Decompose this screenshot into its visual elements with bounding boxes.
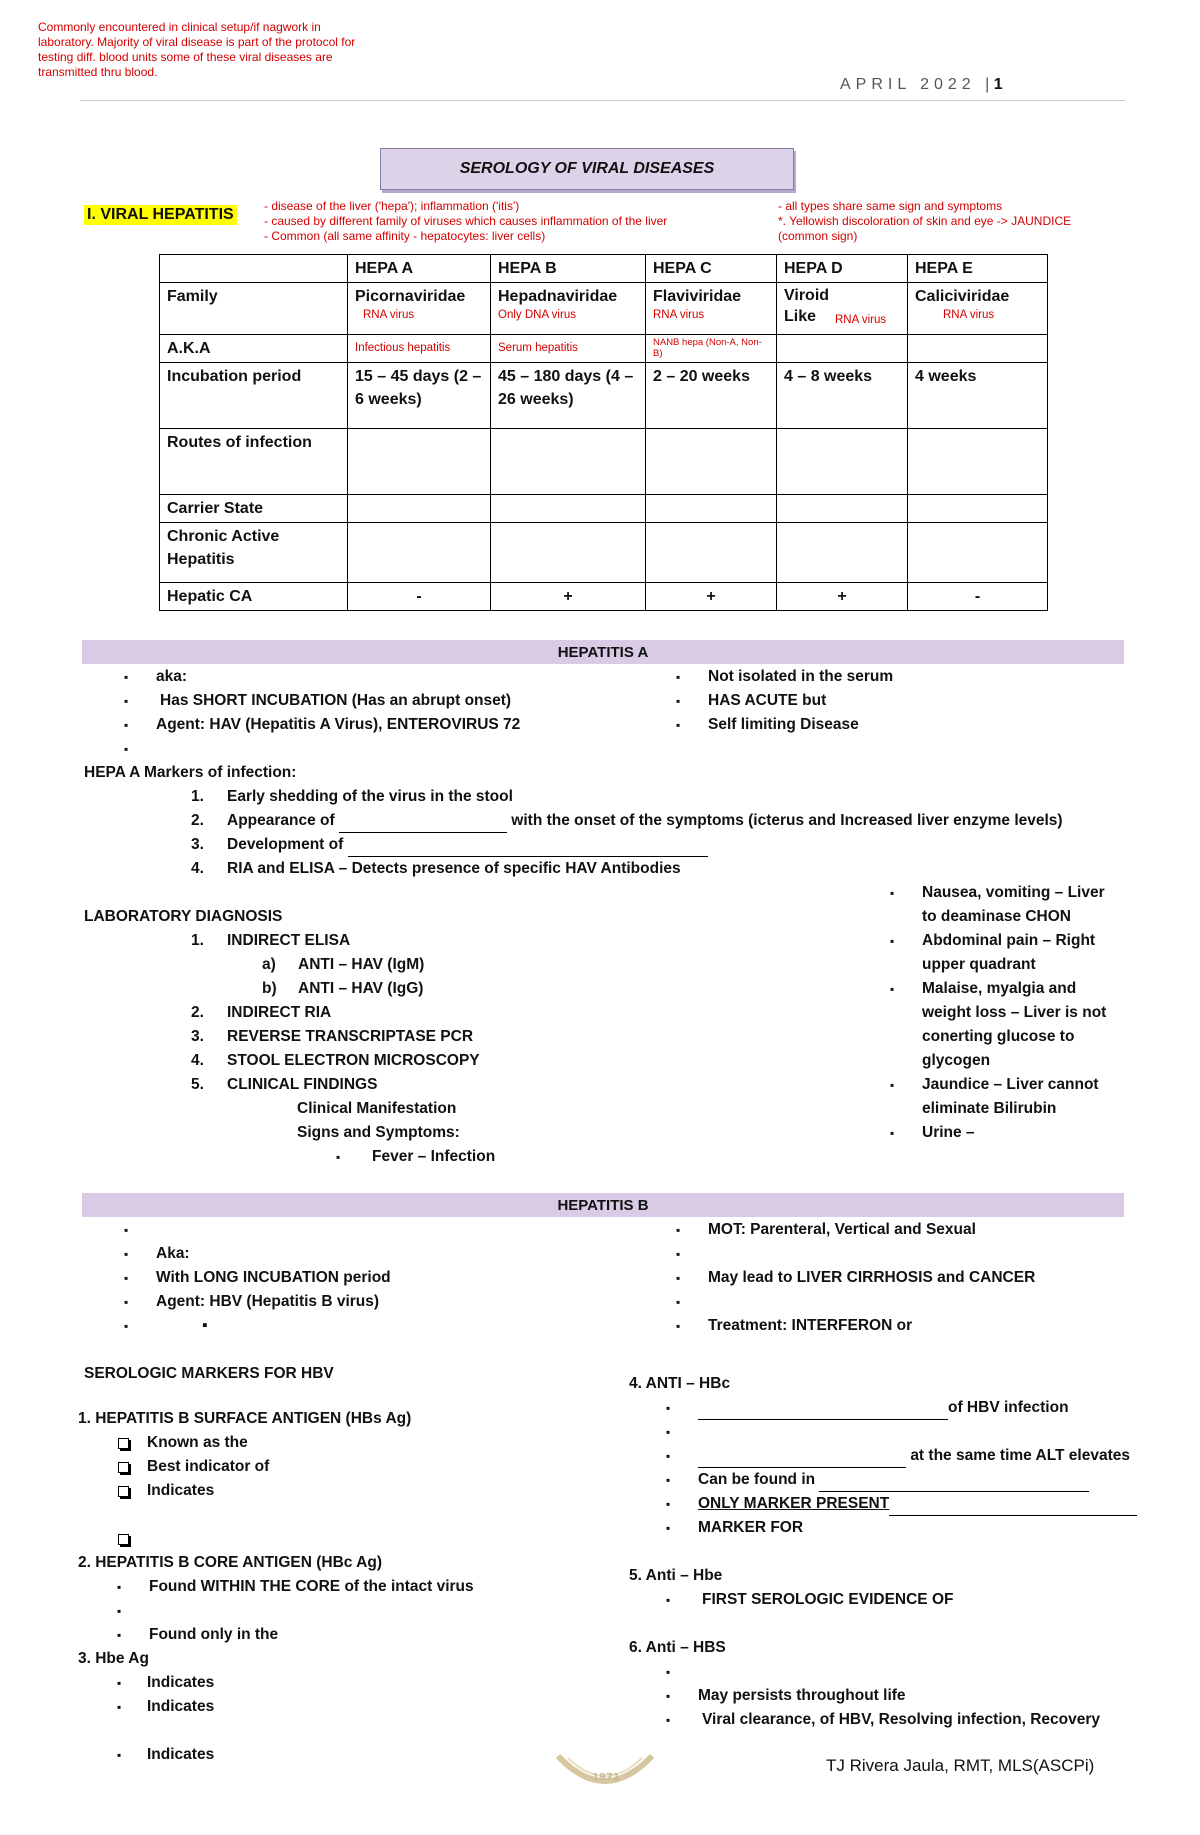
list-item: ▪ FIRST SEROLOGIC EVIDENCE OF bbox=[660, 1588, 1110, 1612]
lab-item: 4. STOOL ELECTRON MICROSCOPY bbox=[191, 1052, 480, 1069]
list-item: ▪ May persists throughout life bbox=[660, 1684, 1140, 1708]
family-value: Viroid Like bbox=[784, 287, 830, 325]
list-item: ▪ Found WITHIN THE CORE of the intact virus bbox=[111, 1575, 611, 1599]
section-title-viral-hepatitis: I. VIRAL HEPATITIS bbox=[84, 205, 237, 225]
list-item bbox=[191, 857, 1131, 881]
table-cell bbox=[646, 283, 777, 335]
table-cell: - bbox=[908, 583, 1048, 611]
checklist-item: Best indicator of bbox=[111, 1455, 611, 1479]
list-item bbox=[660, 1468, 1160, 1492]
family-value: Picornaviridae bbox=[355, 288, 466, 305]
table-header: HEPA E bbox=[908, 255, 1048, 283]
list-item: ▪ May lead to LIVER CIRRHOSIS and CANCER bbox=[670, 1266, 1130, 1290]
table-cell bbox=[777, 283, 908, 335]
list-item: ▪ Agent: HAV (Hepatitis A Virus), ENTEROVIRUS 72 bbox=[118, 713, 638, 737]
signs-and-symptoms: Signs and Symptoms: bbox=[297, 1124, 460, 1141]
row-label: Carrier State bbox=[160, 495, 348, 523]
list-item: ▪ Self limiting Disease bbox=[670, 713, 1090, 737]
aka-value: NANB hepa (Non-A, Non-B) bbox=[653, 337, 762, 359]
seal-watermark-icon bbox=[550, 1736, 660, 1796]
item-number: 4. bbox=[191, 860, 204, 877]
table-cell: + bbox=[646, 583, 777, 611]
aka-value: Serum hepatitis bbox=[498, 342, 578, 354]
page-title: SEROLOGY OF VIRAL DISEASES bbox=[380, 148, 794, 190]
item-text: Early shedding of the virus in the stool bbox=[227, 788, 513, 805]
note-line: - all types share same sign and symptoms bbox=[778, 199, 1003, 213]
footer-author: TJ Rivera Jaula, RMT, MLS(ASCPi) bbox=[826, 1756, 1095, 1775]
table-cell bbox=[908, 495, 1048, 523]
list-item: ▪ MARKER FOR bbox=[660, 1516, 1160, 1540]
table-cell bbox=[908, 429, 1048, 495]
row-label: Family bbox=[160, 283, 348, 335]
list-item bbox=[660, 1660, 1140, 1684]
family-note: RNA virus bbox=[943, 309, 995, 321]
row-label: Hepatic CA bbox=[160, 583, 348, 611]
viral-hepatitis-notes-right bbox=[778, 199, 1128, 244]
table-cell bbox=[491, 495, 646, 523]
list-item bbox=[191, 833, 1131, 857]
list-item: ▪ Nausea, vomiting – Liver to deaminase CHON bbox=[884, 881, 1120, 929]
lab-item: 5. CLINICAL FINDINGS bbox=[191, 1076, 378, 1093]
family-note: RNA virus bbox=[363, 309, 415, 321]
seal-year: 1971 bbox=[592, 1772, 620, 1783]
family-note: Only DNA virus bbox=[498, 309, 576, 321]
marker-4-list bbox=[660, 1396, 1160, 1540]
table-header: HEPA A bbox=[348, 255, 491, 283]
page-number: 1 bbox=[993, 76, 1003, 93]
note-line: *. Yellowish discoloration of skin and eye -> JAUNDICE bbox=[778, 214, 1072, 228]
list-item: ▪ Agent: HBV (Hepatitis B virus) bbox=[118, 1290, 618, 1314]
list-item bbox=[660, 1420, 1160, 1444]
list-item: ▪ Urine – bbox=[884, 1121, 1120, 1145]
item-text: Development of bbox=[227, 836, 344, 853]
table-cell bbox=[777, 429, 908, 495]
item-text: of HBV infection bbox=[948, 1399, 1069, 1416]
table-cell: 4 weeks bbox=[908, 363, 1048, 429]
list-item bbox=[191, 785, 1131, 809]
list-item: ▪ Indicates bbox=[111, 1671, 511, 1695]
list-item: ▪ Has SHORT INCUBATION (Has an abrupt onset) bbox=[118, 689, 638, 713]
table-row bbox=[160, 523, 1048, 583]
marker-5-title: 5. Anti – Hbe bbox=[629, 1567, 723, 1584]
checklist-item bbox=[111, 1527, 611, 1551]
item-text: INDIRECT RIA bbox=[227, 1004, 332, 1021]
list-item: ▪ Indicates bbox=[111, 1695, 511, 1719]
table-cell bbox=[777, 335, 908, 363]
note-line: - Common (all same affinity - hepatocytes: liver cells) bbox=[264, 229, 546, 243]
table-cell bbox=[348, 523, 491, 583]
checklist-item: Indicates bbox=[111, 1479, 611, 1503]
row-label: Chronic Active Hepatitis bbox=[160, 523, 348, 583]
table-cell bbox=[348, 429, 491, 495]
lab-item: 3. REVERSE TRANSCRIPTASE PCR bbox=[191, 1028, 474, 1045]
list-item: ▪ HAS ACUTE but bbox=[670, 689, 1090, 713]
list-item: ▪ Malaise, myalgia and weight loss – Liver is not conerting glucose to glycogen bbox=[884, 977, 1120, 1073]
family-value: Flaviviridae bbox=[653, 288, 742, 305]
item-text: CLINICAL FINDINGS bbox=[227, 1076, 378, 1093]
list-item: ▪ aka: bbox=[118, 665, 638, 689]
item-text: Can be found in bbox=[698, 1471, 816, 1488]
marker-3-list bbox=[111, 1671, 511, 1767]
table-cell: 45 – 180 days (4 – 26 weeks) bbox=[491, 363, 646, 429]
top-handwritten-note: Commonly encountered in clinical setup/if nagwork in laboratory. Majority of viral disease is part of the protocol for testing diff. blood units some of these viral diseases are transmitted thru blood. bbox=[38, 20, 356, 79]
lab-subitem: b) ANTI – HAV (IgG) bbox=[262, 980, 424, 997]
list-item bbox=[111, 1599, 611, 1623]
list-item: ▪ Viral clearance, of HBV, Resolving infection, Recovery bbox=[660, 1708, 1140, 1732]
page-header: APRIL 2022 | 1 bbox=[840, 76, 1003, 93]
note-line: - caused by different family of viruses which causes inflammation of the liver bbox=[264, 214, 668, 228]
table-cell: 15 – 45 days (2 – 6 weeks) bbox=[348, 363, 491, 429]
table-cell bbox=[646, 495, 777, 523]
table-cell bbox=[646, 429, 777, 495]
table-cell bbox=[646, 523, 777, 583]
table-cell bbox=[777, 495, 908, 523]
fill-in-blank bbox=[698, 1401, 948, 1420]
list-item: ▪ Aka: bbox=[118, 1242, 618, 1266]
header-divider bbox=[80, 100, 1125, 101]
item-text: ANTI – HAV (IgG) bbox=[298, 980, 424, 997]
table-cell: + bbox=[491, 583, 646, 611]
marker-3-title: 3. Hbe Ag bbox=[78, 1650, 149, 1667]
table-header: HEPA D bbox=[777, 255, 908, 283]
hep-b-bullets-left bbox=[118, 1218, 618, 1338]
lab-subitem: a) ANTI – HAV (IgM) bbox=[262, 956, 425, 973]
hep-a-bullets-right bbox=[670, 665, 1090, 737]
checklist-item: Known as the bbox=[111, 1431, 611, 1455]
list-item bbox=[660, 1444, 1160, 1468]
list-item: ▪ Abdominal pain – Right upper quadrant bbox=[884, 929, 1120, 977]
table-cell bbox=[908, 523, 1048, 583]
family-note: RNA virus bbox=[835, 314, 887, 326]
table-cell bbox=[348, 495, 491, 523]
item-text: Appearance of bbox=[227, 812, 335, 829]
marker-1-title: 1. HEPATITIS B SURFACE ANTIGEN (HBs Ag) bbox=[78, 1410, 412, 1427]
fill-in-blank bbox=[819, 1473, 1089, 1492]
section-bar-hepatitis-b: HEPATITIS B bbox=[82, 1193, 1124, 1217]
lab-item: 2. INDIRECT RIA bbox=[191, 1004, 332, 1021]
list-item: ▪ Treatment: INTERFERON or bbox=[670, 1314, 1130, 1338]
table-row bbox=[160, 335, 1048, 363]
lab-diagnosis-title: LABORATORY DIAGNOSIS bbox=[84, 908, 283, 925]
list-item bbox=[660, 1396, 1160, 1420]
aka-value: Infectious hepatitis bbox=[355, 342, 451, 354]
row-label: A.K.A bbox=[160, 335, 348, 363]
hep-a-bullets-left bbox=[118, 665, 638, 761]
lab-item: 1. INDIRECT ELISA bbox=[191, 932, 351, 949]
table-cell bbox=[348, 335, 491, 363]
list-item bbox=[670, 1242, 1130, 1266]
table-cell bbox=[348, 283, 491, 335]
table-cell: 4 – 8 weeks bbox=[777, 363, 908, 429]
note-line: (common sign) bbox=[778, 229, 858, 243]
table-header: HEPA C bbox=[646, 255, 777, 283]
table-row bbox=[160, 429, 1048, 495]
list-item: ▪ Indicates bbox=[111, 1743, 511, 1767]
fill-in-blank bbox=[339, 814, 507, 833]
list-item: ▪ Fever – Infection bbox=[330, 1145, 630, 1169]
table-cell: + bbox=[777, 583, 908, 611]
clinical-manifestation: Clinical Manifestation bbox=[297, 1100, 457, 1117]
list-item bbox=[670, 1290, 1130, 1314]
fill-in-blank bbox=[348, 838, 708, 857]
marker-2-title: 2. HEPATITIS B CORE ANTIGEN (HBc Ag) bbox=[78, 1554, 382, 1571]
table-header: HEPA B bbox=[491, 255, 646, 283]
item-number: 3. bbox=[191, 836, 204, 853]
item-text: ANTI – HAV (IgM) bbox=[298, 956, 425, 973]
fever-list bbox=[330, 1145, 630, 1169]
marker-1-list bbox=[111, 1431, 611, 1551]
row-label: Routes of infection bbox=[160, 429, 348, 495]
hep-b-bullets-right bbox=[670, 1218, 1130, 1338]
table-cell bbox=[491, 283, 646, 335]
table-row bbox=[160, 283, 1048, 335]
row-label: Incubation period bbox=[160, 363, 348, 429]
item-number: 2. bbox=[191, 812, 204, 829]
hep-a-markers-title: HEPA A Markers of infection: bbox=[84, 764, 297, 781]
note-line: - disease of the liver ('hepa'); inflammation ('itis') bbox=[264, 199, 520, 213]
item-text: ONLY MARKER PRESENT bbox=[698, 1495, 890, 1512]
table-cell bbox=[777, 523, 908, 583]
table-cell: 2 – 20 weeks bbox=[646, 363, 777, 429]
fill-in-blank bbox=[698, 1449, 906, 1468]
list-item bbox=[191, 809, 1131, 833]
table-row bbox=[160, 363, 1048, 429]
table-cell bbox=[491, 335, 646, 363]
list-item: ▪ MOT: Parenteral, Vertical and Sexual bbox=[670, 1218, 1130, 1242]
family-note: RNA virus bbox=[653, 309, 705, 321]
marker-5-list bbox=[660, 1588, 1110, 1612]
hep-a-markers-list bbox=[191, 785, 1131, 881]
hep-a-symptoms-right bbox=[884, 881, 1120, 1145]
list-item: ▪ With LONG INCUBATION period bbox=[118, 1266, 618, 1290]
family-value: Caliciviridae bbox=[915, 288, 1010, 305]
section-bar-hepatitis-a: HEPATITIS A bbox=[82, 640, 1124, 664]
item-text: REVERSE TRANSCRIPTASE PCR bbox=[227, 1028, 474, 1045]
item-text: STOOL ELECTRON MICROSCOPY bbox=[227, 1052, 480, 1069]
item-text: with the onset of the symptoms (icterus and Increased liver enzyme levels) bbox=[511, 812, 1063, 829]
table-header-row bbox=[160, 255, 1048, 283]
hepatitis-comparison-table bbox=[159, 254, 1048, 611]
viral-hepatitis-notes-left bbox=[264, 199, 764, 244]
list-item: ▪ Jaundice – Liver cannot eliminate Bilirubin bbox=[884, 1073, 1120, 1121]
item-text: RIA and ELISA – Detects presence of specific HAV Antibodies bbox=[227, 860, 681, 877]
marker-2-list bbox=[111, 1575, 611, 1647]
item-number: 1. bbox=[191, 788, 204, 805]
serologic-markers-title: SEROLOGIC MARKERS FOR HBV bbox=[84, 1365, 334, 1382]
table-row bbox=[160, 495, 1048, 523]
list-item bbox=[660, 1492, 1160, 1516]
marker-6-list bbox=[660, 1660, 1140, 1732]
list-item bbox=[118, 737, 638, 761]
table-cell: - bbox=[348, 583, 491, 611]
list-item bbox=[118, 1218, 618, 1242]
fill-in-blank bbox=[889, 1497, 1137, 1516]
header-date: APRIL 2022 bbox=[840, 76, 976, 93]
table-cell bbox=[160, 255, 348, 283]
table-row bbox=[160, 583, 1048, 611]
marker-6-title: 6. Anti – HBS bbox=[629, 1639, 726, 1656]
item-text: at the same time ALT elevates bbox=[910, 1447, 1130, 1464]
list-item: ▪ ▪ bbox=[118, 1314, 618, 1338]
table-cell bbox=[491, 429, 646, 495]
list-item: ▪ Not isolated in the serum bbox=[670, 665, 1090, 689]
item-text: INDIRECT ELISA bbox=[227, 932, 351, 949]
table-cell bbox=[908, 283, 1048, 335]
list-item: ▪ Found only in the bbox=[111, 1623, 611, 1647]
family-value: Hepadnaviridae bbox=[498, 288, 618, 305]
table-cell bbox=[908, 335, 1048, 363]
marker-4-title: 4. ANTI – HBc bbox=[629, 1375, 731, 1392]
table-cell bbox=[491, 523, 646, 583]
table-cell bbox=[646, 335, 777, 363]
